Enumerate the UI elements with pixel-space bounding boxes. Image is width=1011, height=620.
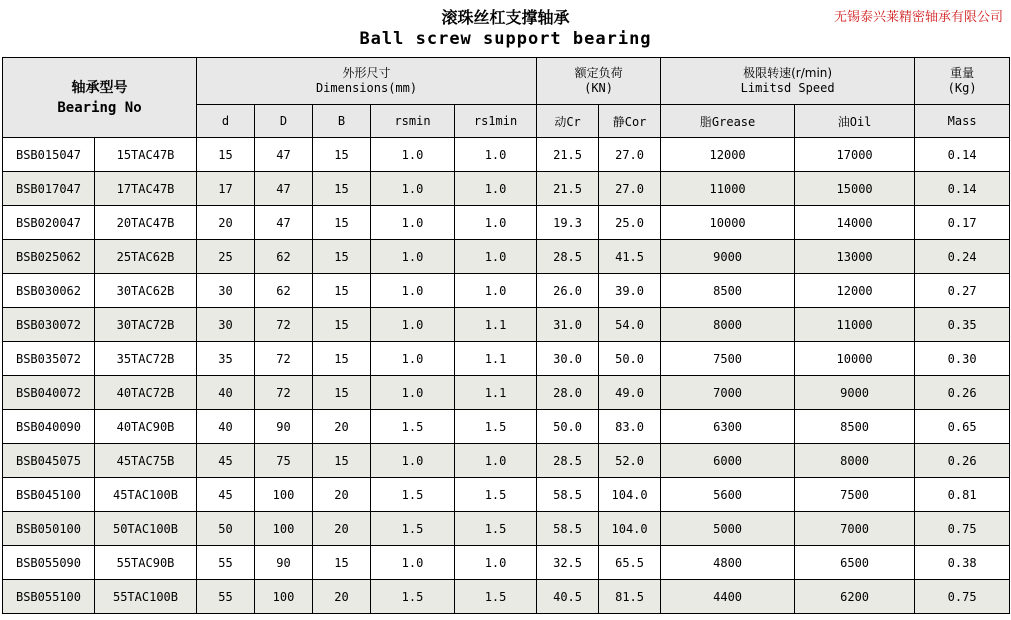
header-dimensions [197,58,537,105]
header-dynamic-cr: 动Cr [537,105,599,138]
cell-bearing-code: BSB017047 [3,172,95,206]
cell-bearing-model: 30TAC62B [95,274,197,308]
header-mass [915,58,1010,105]
header-static-cor: 静Cor [599,105,661,138]
cell-d: 50 [197,512,255,546]
cell-rs1min: 1.5 [455,410,537,444]
header-dimensions-en: Dimensions(mm) [315,81,418,95]
cell-mass: 0.14 [915,138,1010,172]
cell-grease: 9000 [661,240,795,274]
cell-cr: 58.5 [537,478,599,512]
cell-bearing-model: 15TAC47B [95,138,197,172]
cell-rsmin: 1.0 [371,138,455,172]
cell-rsmin: 1.0 [371,546,455,580]
cell-B: 20 [313,512,371,546]
cell-cor: 39.0 [599,274,661,308]
table-row [3,240,1010,274]
cell-D: 72 [255,342,313,376]
cell-bearing-model: 45TAC75B [95,444,197,478]
cell-B: 15 [313,172,371,206]
cell-bearing-model: 17TAC47B [95,172,197,206]
cell-oil: 9000 [795,376,915,410]
title-english: Ball screw support bearing [359,29,652,49]
cell-rs1min: 1.5 [455,512,537,546]
cell-oil: 8000 [795,444,915,478]
cell-rsmin: 1.0 [371,172,455,206]
header-mass-cn: 重量 [950,66,975,80]
cell-rs1min: 1.5 [455,478,537,512]
cell-B: 20 [313,478,371,512]
cell-mass: 0.38 [915,546,1010,580]
cell-d: 45 [197,444,255,478]
cell-D: 100 [255,580,313,614]
cell-cr: 28.5 [537,240,599,274]
cell-oil: 14000 [795,206,915,240]
cell-bearing-code: BSB055100 [3,580,95,614]
cell-bearing-code: BSB040072 [3,376,95,410]
cell-D: 62 [255,274,313,308]
cell-D: 62 [255,240,313,274]
cell-rs1min: 1.1 [455,376,537,410]
cell-rs1min: 1.5 [455,580,537,614]
header-bearing-no-en: Bearing No [57,99,142,116]
cell-grease: 6000 [661,444,795,478]
cell-rsmin: 1.0 [371,308,455,342]
cell-oil: 13000 [795,240,915,274]
header-D: D [255,105,313,138]
cell-rsmin: 1.5 [371,512,455,546]
cell-cr: 32.5 [537,546,599,580]
cell-bearing-code: BSB050100 [3,512,95,546]
cell-oil: 10000 [795,342,915,376]
table-row [3,410,1010,444]
table-row [3,444,1010,478]
cell-d: 40 [197,376,255,410]
header-rsmin: rsmin [371,105,455,138]
cell-rs1min: 1.0 [455,274,537,308]
header-load-rating [537,58,661,105]
table-row [3,546,1010,580]
cell-rsmin: 1.5 [371,478,455,512]
cell-bearing-model: 30TAC72B [95,308,197,342]
cell-rsmin: 1.0 [371,274,455,308]
table-row [3,342,1010,376]
cell-B: 15 [313,444,371,478]
cell-oil: 6500 [795,546,915,580]
cell-bearing-model: 45TAC100B [95,478,197,512]
cell-bearing-model: 40TAC90B [95,410,197,444]
cell-bearing-code: BSB030072 [3,308,95,342]
cell-cr: 21.5 [537,138,599,172]
cell-rs1min: 1.1 [455,342,537,376]
header-grease: 脂Grease [661,105,795,138]
cell-mass: 0.75 [915,580,1010,614]
cell-D: 100 [255,478,313,512]
cell-rs1min: 1.1 [455,308,537,342]
cell-grease: 12000 [661,138,795,172]
cell-mass: 0.27 [915,274,1010,308]
table-row [3,376,1010,410]
cell-cr: 19.3 [537,206,599,240]
cell-bearing-model: 50TAC100B [95,512,197,546]
cell-mass: 0.14 [915,172,1010,206]
cell-bearing-code: BSB045075 [3,444,95,478]
cell-D: 47 [255,172,313,206]
header-bearing-no [3,58,197,138]
cell-d: 45 [197,478,255,512]
cell-mass: 0.81 [915,478,1010,512]
cell-D: 72 [255,376,313,410]
cell-D: 90 [255,410,313,444]
cell-rs1min: 1.0 [455,240,537,274]
header-bearing-no-cn: 轴承型号 [71,79,128,96]
cell-cor: 65.5 [599,546,661,580]
cell-cor: 52.0 [599,444,661,478]
cell-grease: 4400 [661,580,795,614]
cell-bearing-code: BSB055090 [3,546,95,580]
cell-B: 15 [313,546,371,580]
cell-rsmin: 1.0 [371,240,455,274]
cell-mass: 0.26 [915,376,1010,410]
cell-rsmin: 1.5 [371,410,455,444]
header-limit-speed [661,58,915,105]
cell-rsmin: 1.5 [371,580,455,614]
cell-B: 20 [313,580,371,614]
table-body [3,138,1010,614]
title-chinese: 滚珠丝杠支撑轴承 [441,8,570,27]
header-dimensions-cn: 外形尺寸 [342,66,391,80]
cell-bearing-model: 35TAC72B [95,342,197,376]
cell-cr: 30.0 [537,342,599,376]
cell-mass: 0.26 [915,444,1010,478]
cell-d: 40 [197,410,255,444]
cell-B: 20 [313,410,371,444]
cell-cr: 58.5 [537,512,599,546]
cell-bearing-model: 40TAC72B [95,376,197,410]
cell-cor: 27.0 [599,172,661,206]
header-mass-value: Mass [915,105,1010,138]
cell-cr: 40.5 [537,580,599,614]
cell-bearing-model: 25TAC62B [95,240,197,274]
cell-rsmin: 1.0 [371,206,455,240]
cell-cor: 41.5 [599,240,661,274]
cell-rs1min: 1.0 [455,546,537,580]
table-row [3,580,1010,614]
cell-mass: 0.24 [915,240,1010,274]
cell-grease: 4800 [661,546,795,580]
cell-D: 100 [255,512,313,546]
cell-oil: 11000 [795,308,915,342]
header-speed-en: Limitsd Speed [740,81,835,95]
cell-cor: 83.0 [599,410,661,444]
header-load-cn: 额定负荷 [574,66,623,80]
header-mass-unit: (Kg) [947,81,977,95]
cell-B: 15 [313,308,371,342]
cell-cor: 27.0 [599,138,661,172]
cell-rsmin: 1.0 [371,444,455,478]
cell-cr: 21.5 [537,172,599,206]
cell-bearing-code: BSB040090 [3,410,95,444]
cell-bearing-code: BSB035072 [3,342,95,376]
cell-cr: 28.5 [537,444,599,478]
cell-cr: 26.0 [537,274,599,308]
cell-grease: 8000 [661,308,795,342]
cell-d: 17 [197,172,255,206]
table-row [3,308,1010,342]
cell-grease: 5600 [661,478,795,512]
cell-bearing-code: BSB030062 [3,274,95,308]
table-row [3,172,1010,206]
cell-cor: 49.0 [599,376,661,410]
cell-bearing-model: 20TAC47B [95,206,197,240]
cell-cor: 104.0 [599,512,661,546]
cell-d: 35 [197,342,255,376]
cell-d: 55 [197,580,255,614]
cell-D: 90 [255,546,313,580]
cell-oil: 7000 [795,512,915,546]
table-row [3,478,1010,512]
cell-bearing-code: BSB025062 [3,240,95,274]
cell-oil: 7500 [795,478,915,512]
cell-cr: 50.0 [537,410,599,444]
cell-mass: 0.30 [915,342,1010,376]
cell-rs1min: 1.0 [455,444,537,478]
cell-cor: 81.5 [599,580,661,614]
cell-d: 25 [197,240,255,274]
cell-d: 20 [197,206,255,240]
header-oil: 油Oil [795,105,915,138]
cell-d: 15 [197,138,255,172]
cell-grease: 11000 [661,172,795,206]
cell-oil: 12000 [795,274,915,308]
cell-bearing-code: BSB020047 [3,206,95,240]
cell-mass: 0.75 [915,512,1010,546]
table-row [3,274,1010,308]
cell-D: 72 [255,308,313,342]
cell-grease: 10000 [661,206,795,240]
cell-oil: 8500 [795,410,915,444]
header-load-unit: (KN) [584,81,614,95]
table-row [3,138,1010,172]
cell-bearing-code: BSB015047 [3,138,95,172]
cell-D: 75 [255,444,313,478]
cell-cor: 104.0 [599,478,661,512]
cell-B: 15 [313,138,371,172]
header-rs1min: rs1min [455,105,537,138]
cell-grease: 7500 [661,342,795,376]
table-row [3,206,1010,240]
cell-B: 15 [313,376,371,410]
cell-B: 15 [313,274,371,308]
cell-oil: 15000 [795,172,915,206]
cell-B: 15 [313,342,371,376]
cell-cor: 54.0 [599,308,661,342]
cell-B: 15 [313,240,371,274]
cell-grease: 8500 [661,274,795,308]
cell-D: 47 [255,138,313,172]
cell-rs1min: 1.0 [455,172,537,206]
table-row [3,512,1010,546]
cell-oil: 17000 [795,138,915,172]
cell-rs1min: 1.0 [455,206,537,240]
cell-cor: 25.0 [599,206,661,240]
cell-grease: 5000 [661,512,795,546]
cell-d: 30 [197,308,255,342]
cell-mass: 0.35 [915,308,1010,342]
cell-d: 30 [197,274,255,308]
company-name: 无锡泰兴莱精密轴承有限公司 [833,10,1003,25]
cell-bearing-model: 55TAC100B [95,580,197,614]
cell-cr: 31.0 [537,308,599,342]
cell-rs1min: 1.0 [455,138,537,172]
cell-grease: 7000 [661,376,795,410]
header-B: B [313,105,371,138]
cell-mass: 0.65 [915,410,1010,444]
cell-cr: 28.0 [537,376,599,410]
cell-grease: 6300 [661,410,795,444]
cell-cor: 50.0 [599,342,661,376]
cell-d: 55 [197,546,255,580]
cell-mass: 0.17 [915,206,1010,240]
cell-B: 15 [313,206,371,240]
header-d: d [197,105,255,138]
cell-D: 47 [255,206,313,240]
cell-rsmin: 1.0 [371,342,455,376]
cell-bearing-model: 55TAC90B [95,546,197,580]
header-speed-cn: 极限转速(r/min) [743,66,833,80]
cell-bearing-code: BSB045100 [3,478,95,512]
cell-oil: 6200 [795,580,915,614]
bearing-spec-table [2,57,1010,614]
cell-rsmin: 1.0 [371,376,455,410]
